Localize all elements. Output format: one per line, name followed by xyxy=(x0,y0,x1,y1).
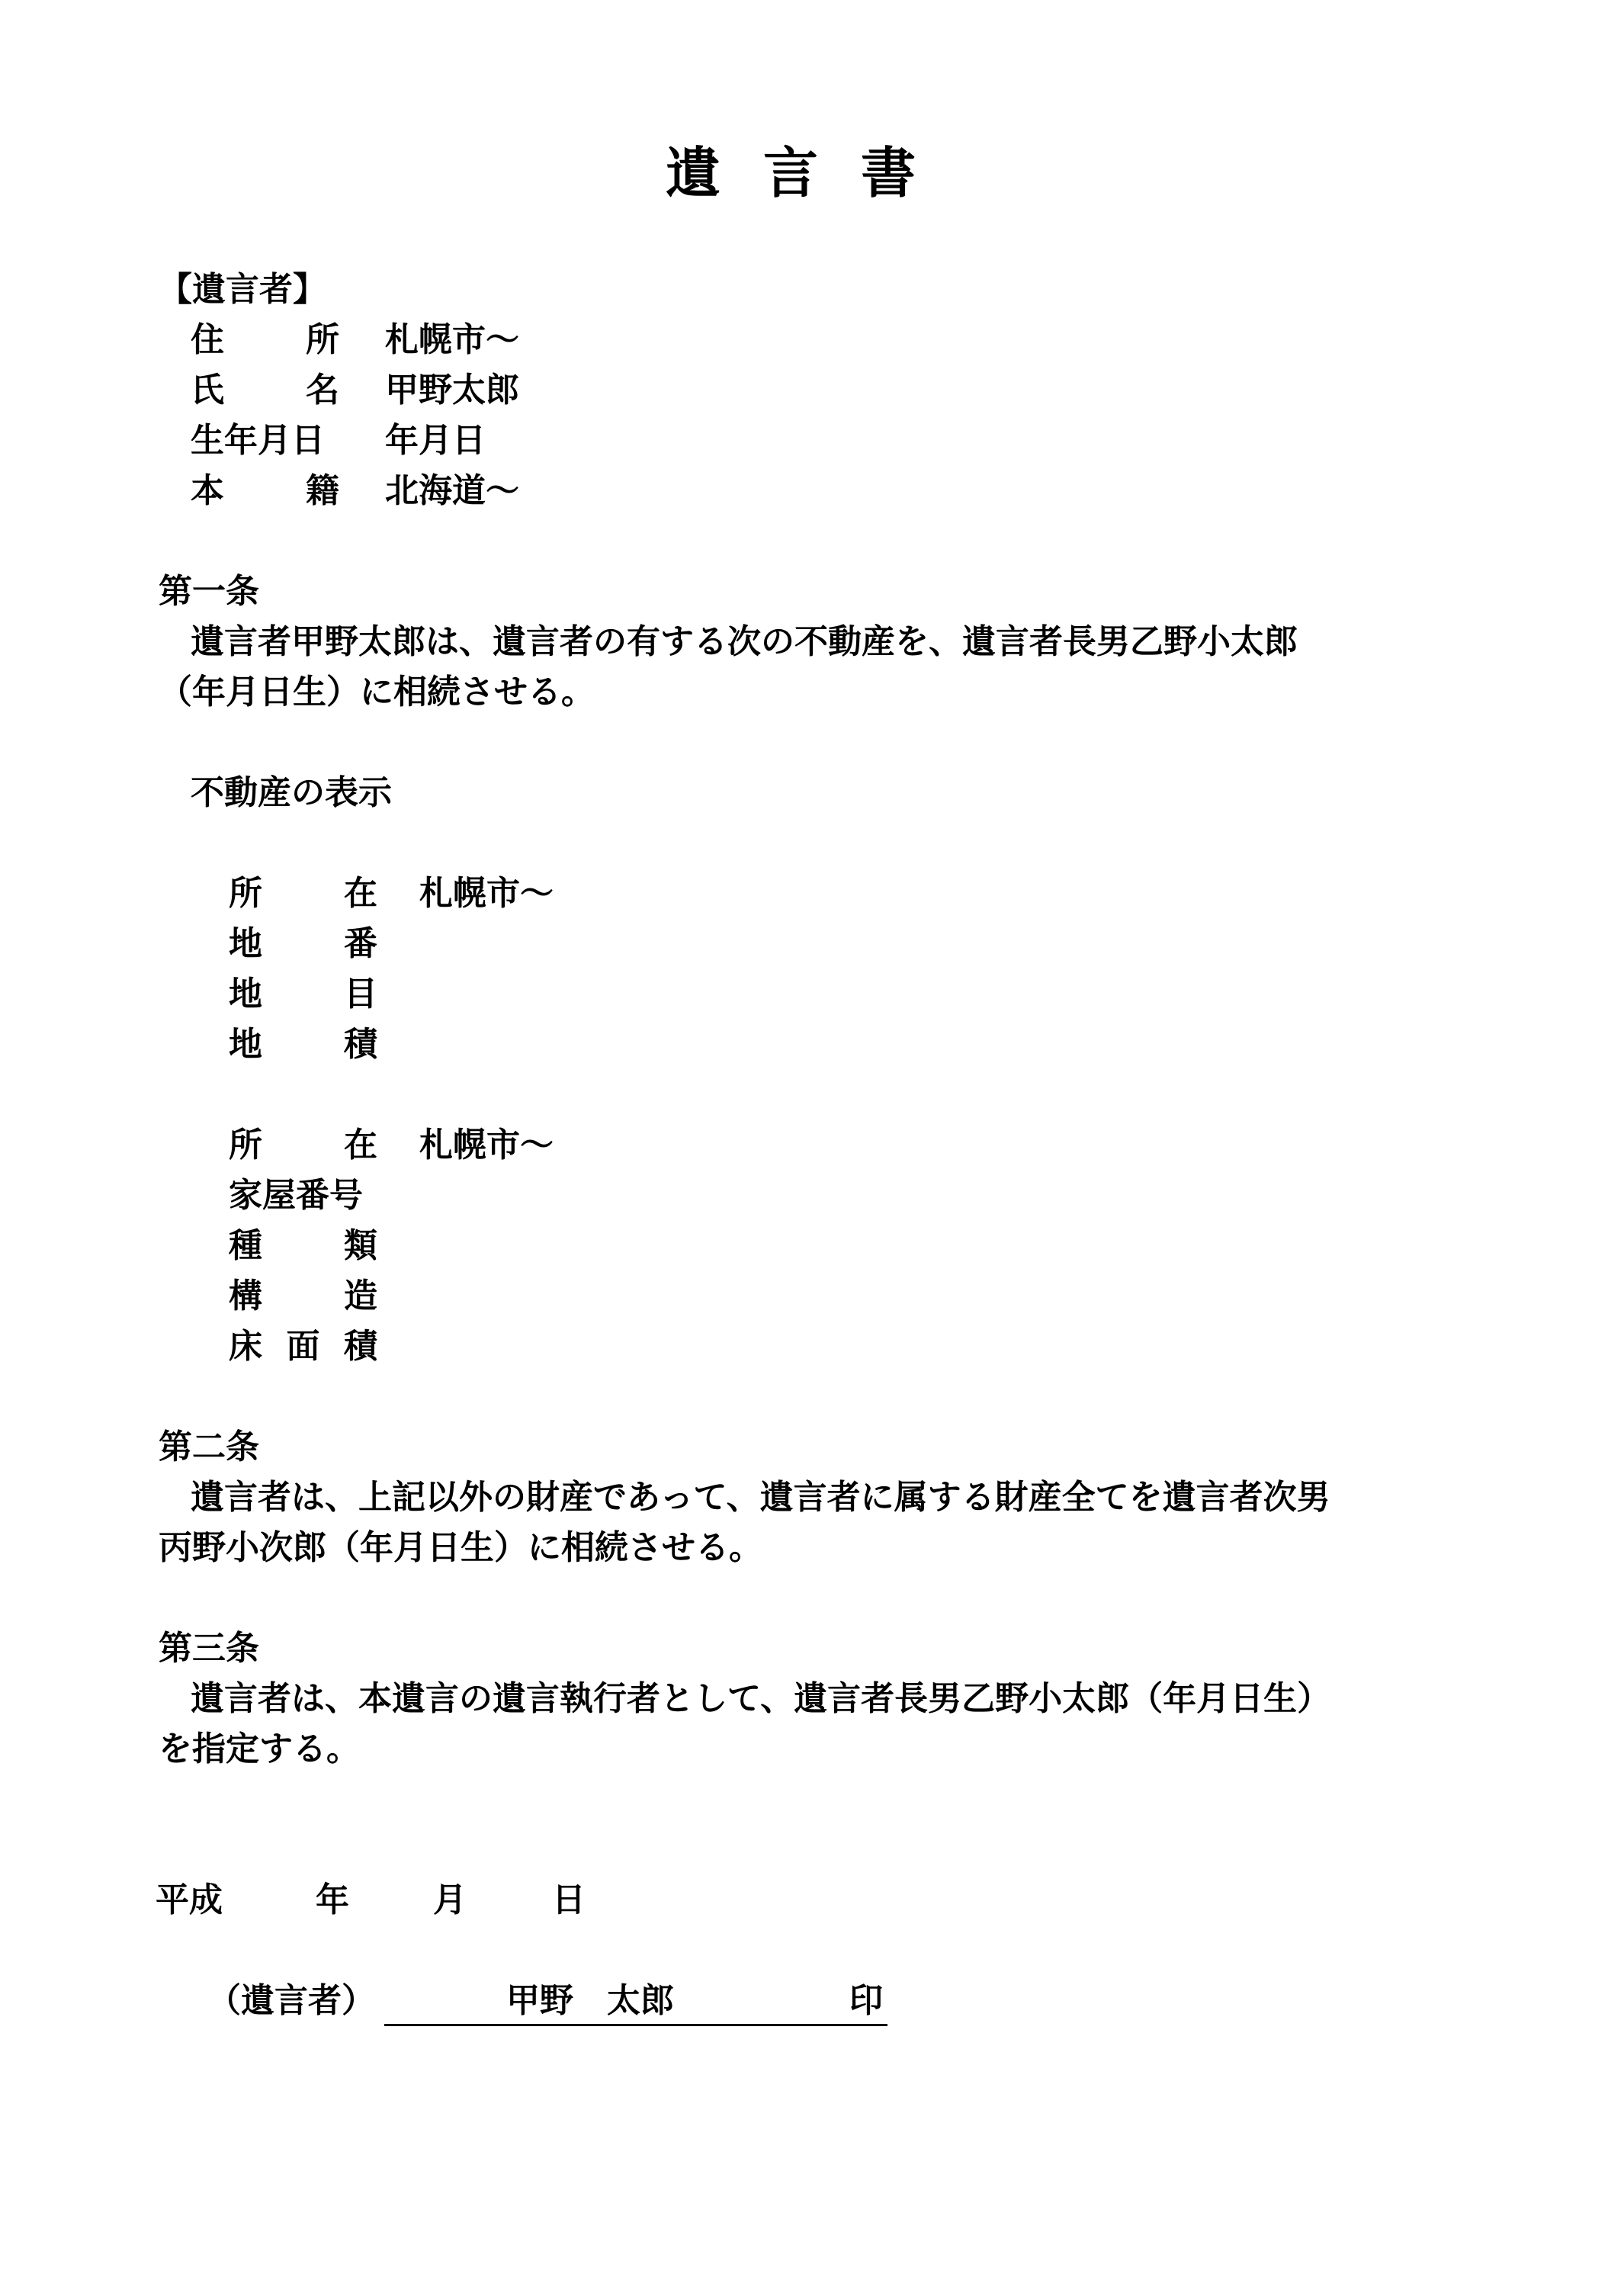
signature-row xyxy=(207,1978,887,2026)
signature-line xyxy=(384,1978,887,2026)
testator-address-row xyxy=(191,317,519,363)
birth-label: 生年月日 xyxy=(191,421,325,460)
testator-heading: 【遺言者】 xyxy=(159,270,326,309)
testator-name-row xyxy=(191,368,519,413)
floor-area-label: 床 面 積 xyxy=(229,1327,377,1366)
address-label: 住 所 xyxy=(191,320,339,359)
article1-line2: （年月日生）に相続させる。 xyxy=(159,673,595,711)
article1-line1: 遺言者甲野太郎は、遺言者の有する次の不動産を、遺言者長男乙野小太郎 xyxy=(191,622,1298,661)
date-month: 月 xyxy=(433,1881,467,1919)
name-value: 甲野太郎 xyxy=(385,371,519,410)
land-location-value: 札幌市～ xyxy=(419,874,554,913)
building-structure-row xyxy=(229,1274,419,1319)
land-lot-row xyxy=(229,921,419,967)
land-category-label: 地 目 xyxy=(229,975,377,1013)
article1-heading: 第一条 xyxy=(159,572,259,611)
article3-line1: 遺言者は、本遺言の遺言執行者として、遺言者長男乙野小太郎（年月日生） xyxy=(191,1679,1331,1718)
birth-value: 年月日 xyxy=(385,421,486,460)
land-location-label: 所 在 xyxy=(229,874,377,913)
domicile-label: 本 籍 xyxy=(191,471,339,510)
article3-line2: を指定する。 xyxy=(159,1730,360,1768)
building-location-value: 札幌市～ xyxy=(419,1126,554,1164)
house-number-label: 家屋番号 xyxy=(229,1176,363,1215)
name-label: 氏 名 xyxy=(191,371,339,410)
building-location-label: 所 在 xyxy=(229,1126,377,1164)
building-house-number-row xyxy=(229,1173,419,1219)
land-lot-label: 地 番 xyxy=(229,924,377,963)
article2-line2: 丙野小次郎（年月日生）に相続させる。 xyxy=(159,1528,762,1567)
land-area-label: 地 積 xyxy=(229,1025,377,1064)
building-structure-label: 構 造 xyxy=(229,1277,377,1315)
land-area-row xyxy=(229,1022,419,1068)
seal-mark: 印 xyxy=(849,1981,883,2020)
testator-birth-row xyxy=(191,418,486,464)
date-row xyxy=(156,1877,586,1923)
date-era: 平成 xyxy=(156,1881,223,1919)
article2-line1: 遺言者は、上記以外の財産であって、遺言者に属する財産全てを遺言者次男 xyxy=(191,1478,1330,1517)
property-heading: 不動産の表示 xyxy=(191,773,392,812)
signature-name: 甲野 太郎 xyxy=(506,1981,674,2020)
building-type-row xyxy=(229,1223,419,1269)
signature-label: （遺言者） xyxy=(207,1981,375,2020)
building-location-row xyxy=(229,1123,554,1168)
address-value: 札幌市～ xyxy=(385,320,519,359)
document-title: 遺言書 xyxy=(665,140,958,205)
article2-heading: 第二条 xyxy=(159,1428,259,1466)
domicile-value: 北海道～ xyxy=(385,471,519,510)
testator-domicile-row xyxy=(191,468,519,514)
date-day: 日 xyxy=(552,1881,586,1919)
date-year: 年 xyxy=(316,1881,349,1919)
land-category-row xyxy=(229,972,419,1017)
building-type-label: 種 類 xyxy=(229,1226,377,1265)
building-floor-area-row xyxy=(229,1324,419,1370)
land-location-row xyxy=(229,871,554,917)
article3-heading: 第三条 xyxy=(159,1629,259,1668)
